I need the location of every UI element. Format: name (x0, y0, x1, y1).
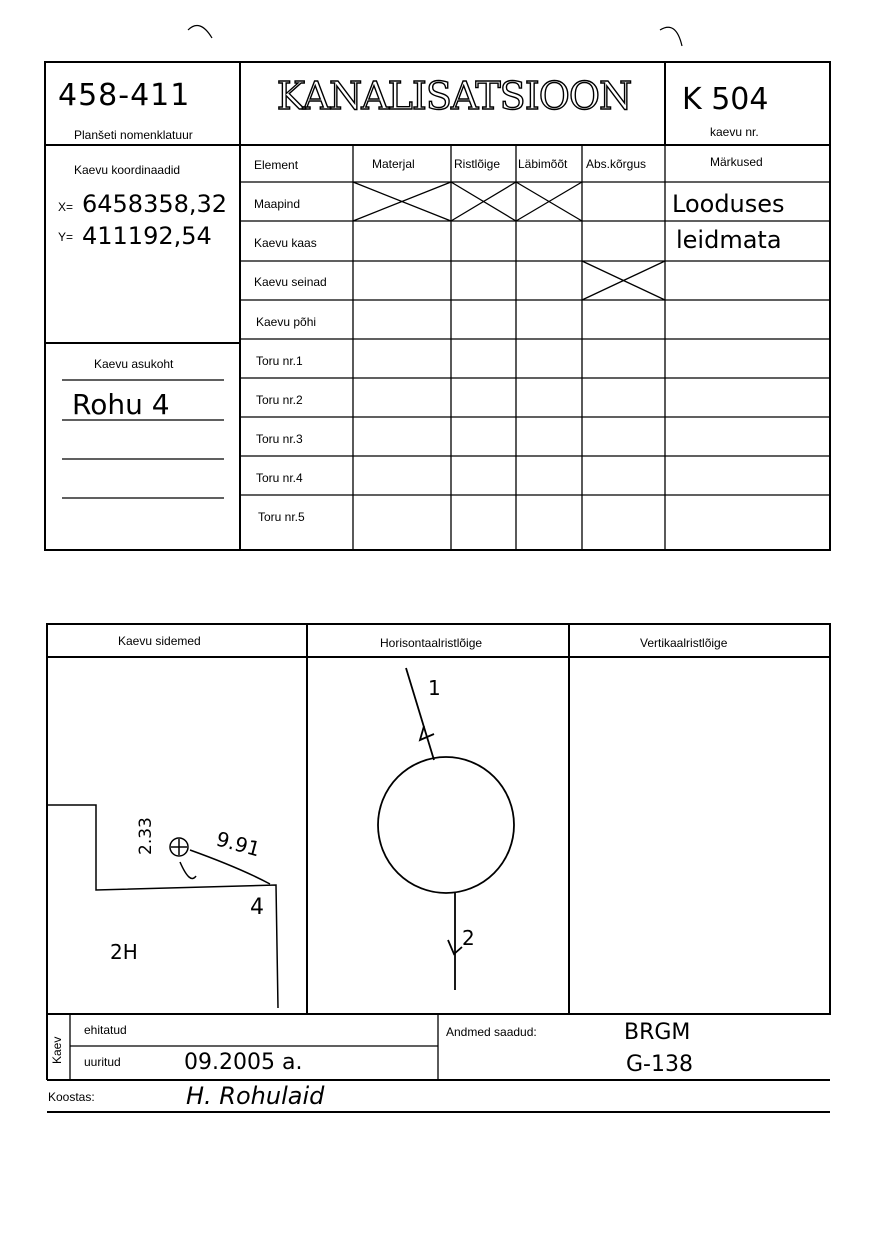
author-value: H. Rohulaid (186, 1082, 325, 1110)
row-pipe-4: Toru nr.4 (256, 471, 303, 485)
col-material: Materjal (372, 157, 415, 171)
col-diameter: Läbimõõt (518, 157, 568, 171)
row-walls: Kaevu seinad (254, 275, 327, 289)
sheet-caption: Planšeti nomenklatuur (74, 128, 193, 142)
col-cross-section: Ristlõige (454, 157, 501, 171)
horizontal-section-drawing (378, 668, 514, 990)
row-pipe-1: Toru nr.1 (256, 354, 303, 368)
section-horizontal: Horisontaalristlõige (380, 636, 483, 650)
page-title: KANALISATSIOON (276, 74, 632, 118)
row-lid: Kaevu kaas (254, 236, 317, 250)
location-value: Rohu 4 (72, 388, 170, 421)
data-source-label: Andmed saadud: (446, 1025, 537, 1039)
x-value: 6458358,32 (82, 190, 228, 218)
row-ground: Maapind (254, 197, 301, 211)
row-pipe-3: Toru nr.3 (256, 432, 303, 446)
side-label: Kaev (50, 1036, 64, 1064)
surveyed-label: uuritud (84, 1055, 121, 1069)
pipe-2-label: 2 (462, 926, 475, 950)
built-label: ehitatud (84, 1023, 127, 1037)
sketch-distance-a: 2.33 (136, 817, 156, 855)
well-number: K 504 (682, 82, 769, 117)
sketch-distance-b: 9.91 (213, 826, 263, 862)
author-label: Koostas: (48, 1090, 95, 1104)
well-number-caption: kaevu nr. (710, 125, 759, 139)
pipe-1-label: 1 (428, 676, 441, 700)
remark-line-2: leidmata (676, 226, 782, 254)
section-connections: Kaevu sidemed (118, 634, 201, 648)
remark-line-1: Looduses (672, 190, 785, 218)
location-caption: Kaevu asukoht (94, 357, 174, 371)
row-pipe-5: Toru nr.5 (258, 510, 305, 524)
col-element: Element (254, 158, 299, 172)
col-abs-height: Abs.kõrgus (586, 157, 647, 171)
coordinates-caption: Kaevu koordinaadid (74, 163, 181, 177)
row-bottom: Kaevu põhi (256, 315, 317, 329)
sheet-number: 458-411 (58, 78, 191, 113)
section-vertical: Vertikaalristlõige (640, 636, 728, 650)
sketch-building-number: 4 (250, 895, 264, 920)
y-value: 411192,54 (82, 222, 212, 250)
data-source-value-1: BRGM (624, 1020, 691, 1045)
x-label: X= (58, 200, 74, 214)
sketch-building-label: 2H (110, 940, 138, 964)
col-remarks: Märkused (710, 155, 763, 169)
y-label: Y= (58, 230, 74, 244)
data-source-value-2: G-138 (626, 1052, 693, 1077)
row-pipe-2: Toru nr.2 (256, 393, 303, 407)
surveyed-value: 09.2005 a. (184, 1050, 303, 1075)
